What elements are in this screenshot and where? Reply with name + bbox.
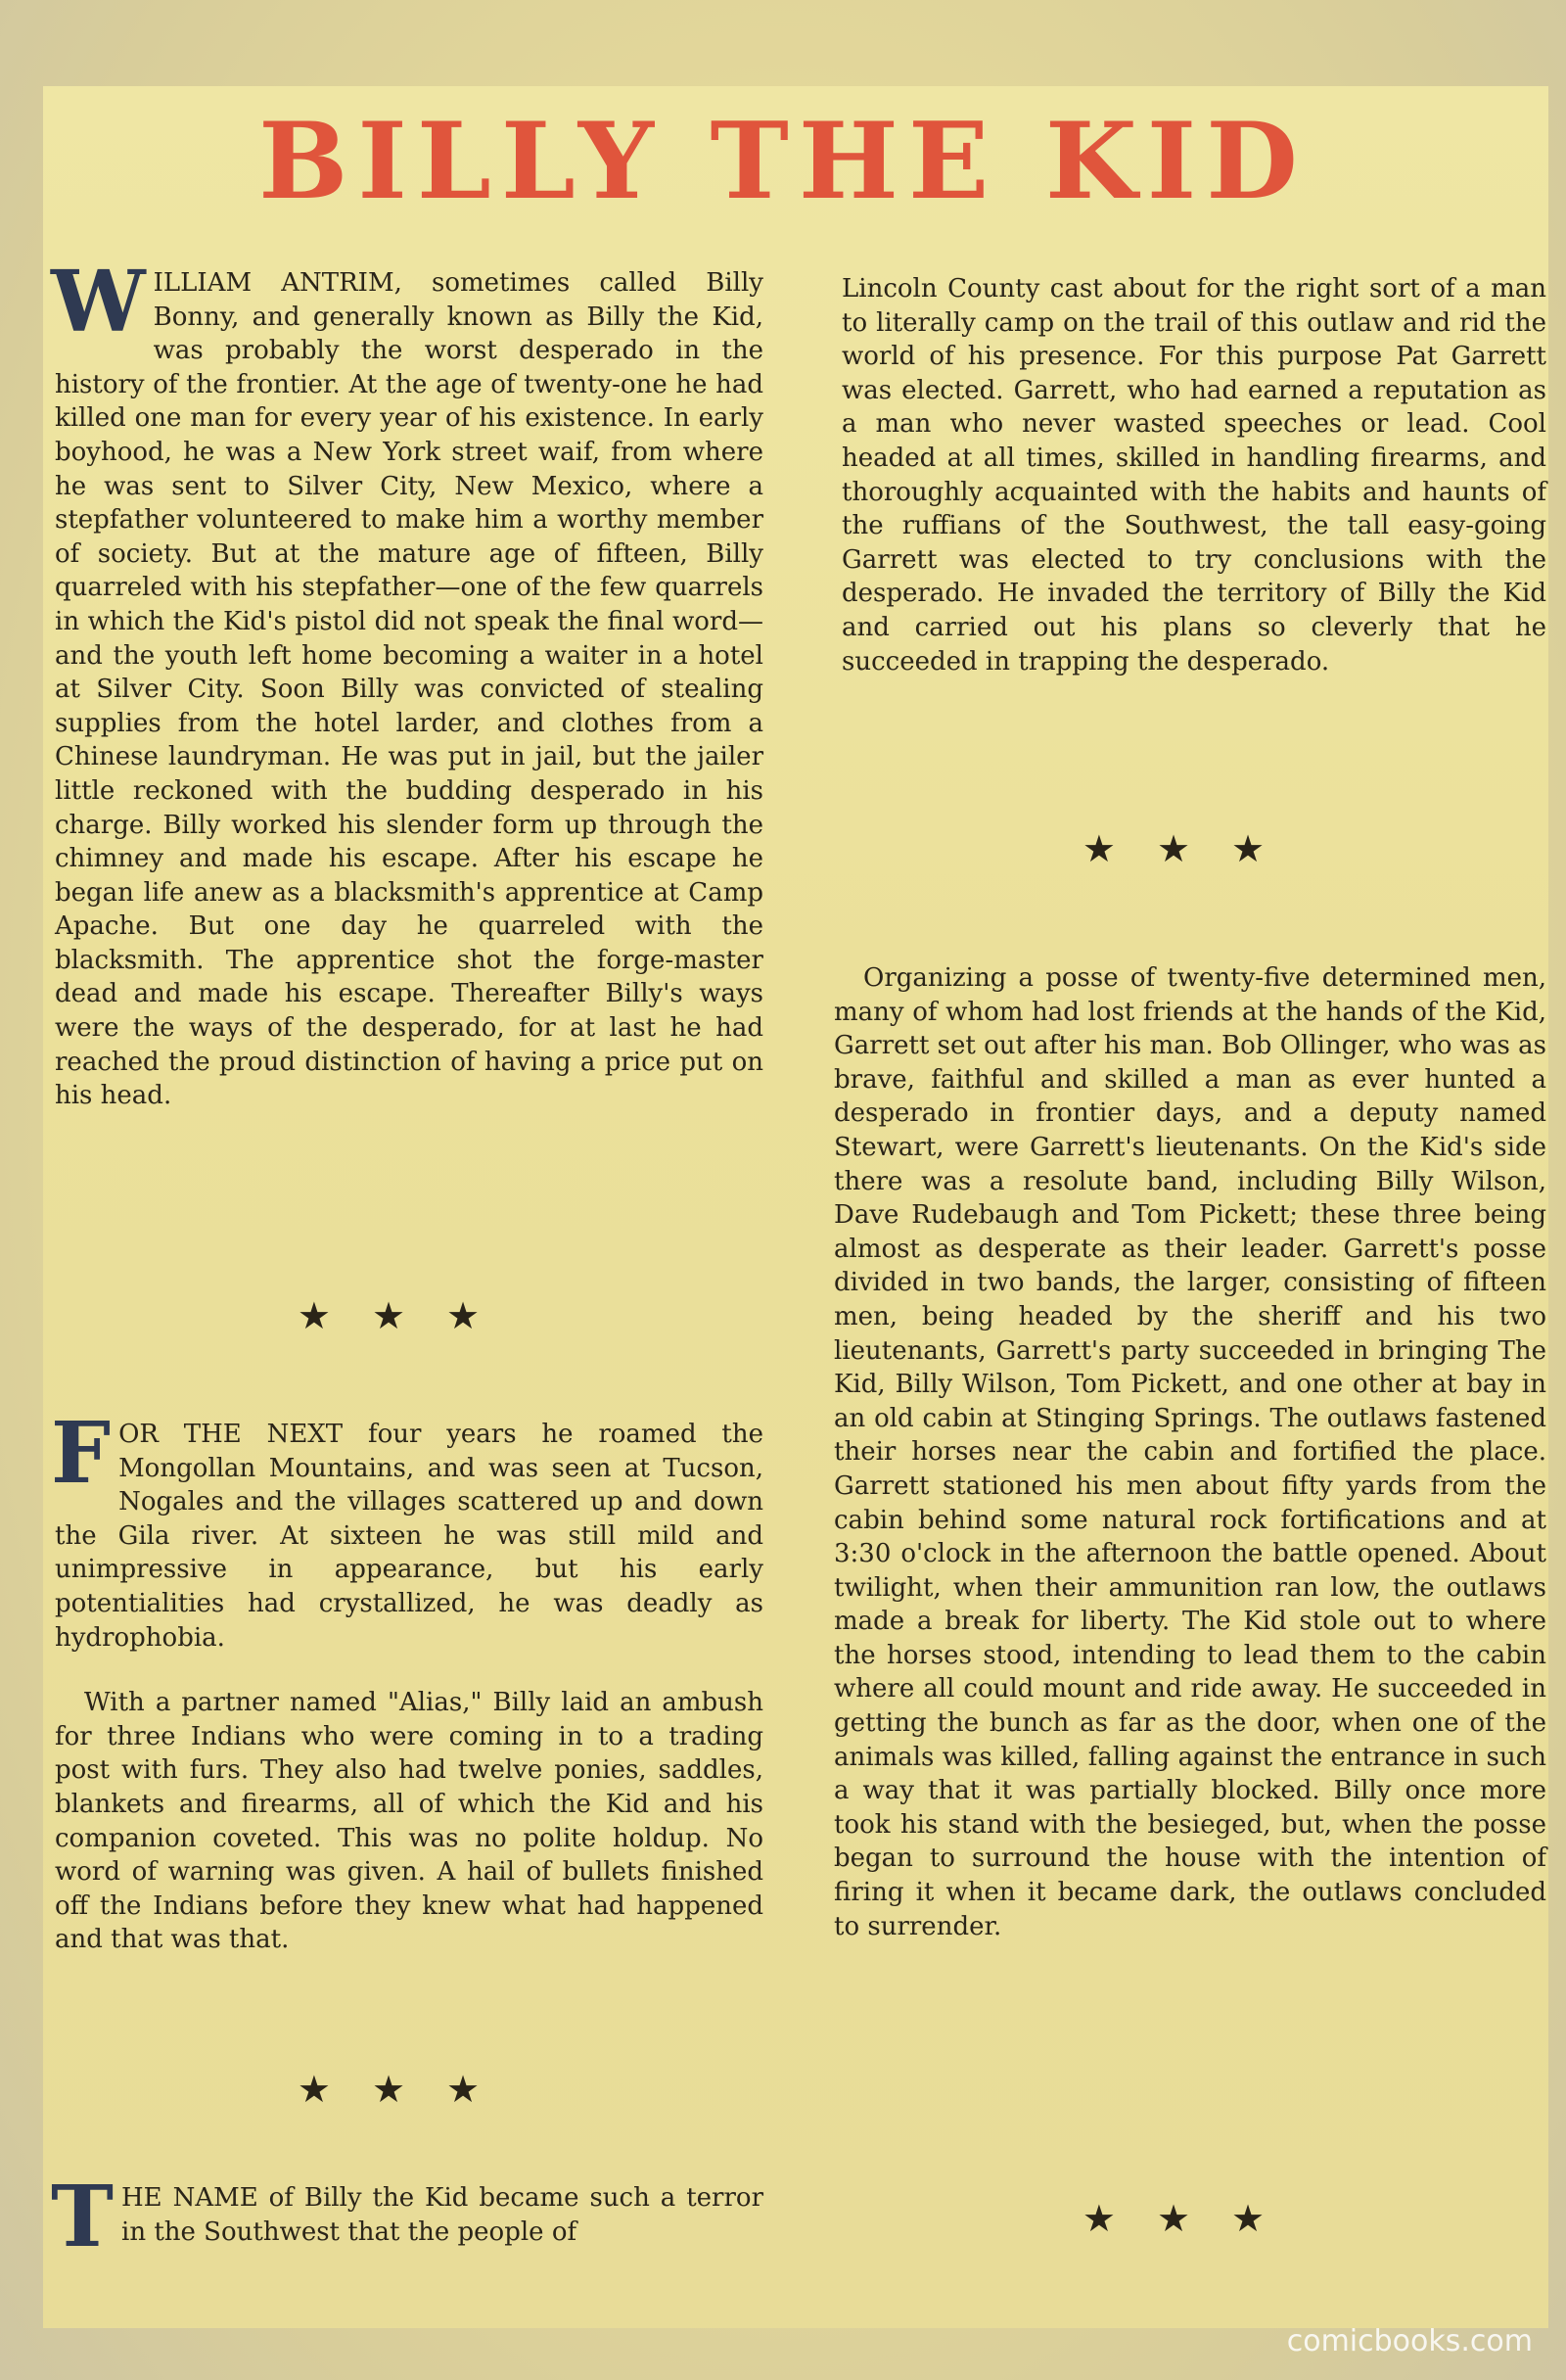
paragraph-name-of-billy — [51, 2168, 763, 2266]
paragraph-intro — [51, 253, 763, 1113]
paragraph-intro-text: ILLIAM ANTRIM, sometimes called Billy Bonny, and generally known as Billy the Kid, was probably the worst desperado in the history of the frontier. At the age of twenty-one he had killed one man for every year of his existence. In early boyhood, he was a New York street waif, from where he was sent to Silver City, New Mexico, where a stepfather volunteered to make him a worthy member of society. But at the mature age of fifteen, Billy quarreled with his stepfather—one of the few quarrels in which the Kid's pistol did not speak the final word—and the youth left home becoming a waiter in a hotel at Silver City. Soon Billy was convicted of stealing supplies from the hotel larder, and clothes from a Chinese laundryman. He was put in jail, but the jailer little reckoned with the budding desperado in his charge. Billy worked his slender form up through the chimney and made his escape. After his escape he began life anew as a blacksmith's apprentice at Camp Apache. But one day he quarreled with the blacksmith. The apprentice shot the forge-master dead and made his escape. Thereafter Billy's ways were the ways of the desperado, for at last he had reached the proud distinction of having a price put on his head. — [55, 268, 763, 1111]
left-column-bottom — [51, 2168, 763, 2266]
paragraph-next-four-years — [51, 1404, 763, 1655]
section-divider-stars: ★★★ — [297, 2068, 522, 2111]
section-divider-stars: ★★★ — [297, 1294, 522, 1337]
right-column-bottom — [834, 961, 1546, 1943]
page-title: BILLY THE KID — [258, 100, 1308, 223]
left-column-middle — [51, 1404, 763, 1957]
paragraph-next-four-years-text: OR THE NEXT four years he roamed the Mongollan Mountains, and was seen at Tucson, Nogales and the villages scattered up and down the Gila river. At sixteen he was still mild and unimpressive in appearance, but his early potentialities had crystallized, he was deadly as hydrophobia. — [55, 1420, 763, 1653]
section-divider-stars: ★★★ — [1082, 2197, 1307, 2240]
section-divider-stars: ★★★ — [1082, 827, 1307, 870]
drop-cap-t: T — [51, 2168, 114, 2266]
paragraph-alias: With a partner named "Alias," Billy laid an ambush for three Indians who were coming in to a trading post with furs. They also had twelve ponies, saddles, blankets and firearms, all of which the Kid and his companion coveted. This was no polite holdup. No word of warning was given. A hail of bullets finished off the Indians before they knew what had happened and that was that. — [55, 1688, 763, 1955]
left-column-top — [51, 253, 763, 1113]
paragraph-lincoln-county: Lincoln County cast about for the right sort of a man to literally camp on the trail of this outlaw and rid the world of his presence. For this purpose Pat Garrett was elected. Garrett, who had earned a reputation as a man who never wasted speeches or lead. Cool headed at all times, skilled in handling firearms, and thoroughly acquainted with the habits and haunts of the ruffians of the Southwest, the tall easy-going Garrett was elected to try conclusions with the desperado. He invaded the territory of Billy the Kid and carried out his plans so cleverly that he succeeded in trapping the desperado. — [842, 274, 1546, 677]
watermark-text: comicbooks.com — [1286, 2324, 1533, 2358]
right-column-top — [842, 272, 1546, 678]
paragraph-name-of-billy-text: HE NAME of Billy the Kid became such a terror in the Southwest that the people of — [121, 2183, 763, 2247]
paragraph-organizing-posse: Organizing a posse of twenty-five determined men, many of whom had lost friends at the hands of the Kid, Garrett set out after his man. Bob Ollinger, who was as brave, faithful and skilled a man as ever hunted a desperado in frontier days, and a deputy named Stewart, were Garrett's lieutenants. On the Kid's side there was a resolute band, including Billy Wilson, Dave Rudebaugh and Tom Pickett; these three being almost as desperate as their leader. Garrett's posse divided in two bands, the larger, consisting of fifteen men, being headed by the sheriff and his two lieutenants, Garrett's party succeeded in bringing The Kid, Billy Wilson, Tom Pickett, and one other at bay in an old cabin at Stinging Springs. The outlaws fastened their horses near the cabin and fortified the place. Garrett stationed his men about fifty yards from the cabin behind some natural rock fortifications and at 3:30 o'clock in the afternoon the battle opened. About twilight, when their ammunition ran low, the outlaws made a break for liberty. The Kid stole out to where the horses stood, intending to lead them to the cabin where all could mount and ride away. He succeeded in getting the bunch as far as the door, when one of the animals was killed, falling against the entrance in such a way that it was partially blocked. Billy once more took his stand with the besieged, but, when the posse began to surround the house with the intention of firing it when it became dark, the outlaws concluded to surrender. — [834, 963, 1546, 1941]
drop-cap-w: W — [51, 253, 146, 351]
drop-cap-f: F — [51, 1404, 112, 1503]
